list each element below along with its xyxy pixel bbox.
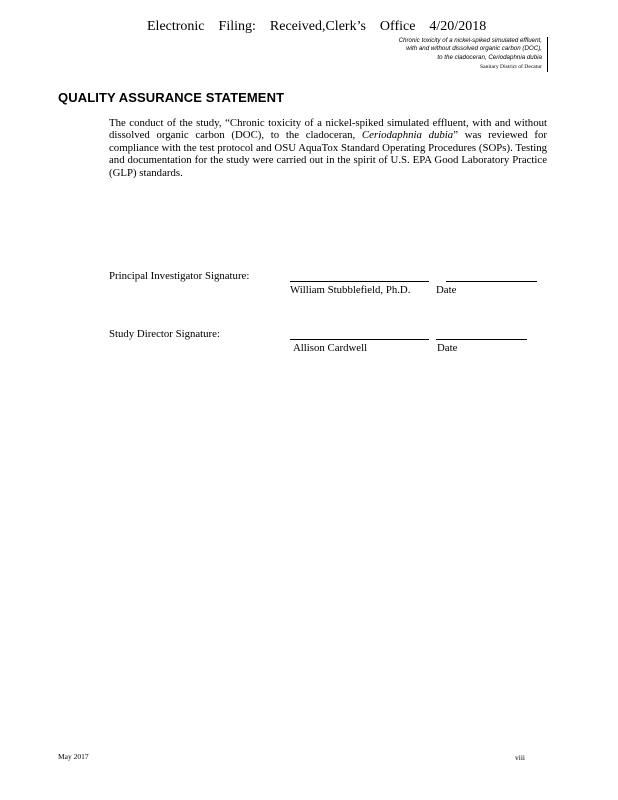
date-line-director — [436, 339, 527, 340]
qa-paragraph — [109, 117, 547, 179]
signature-date-label-director: Date — [437, 342, 458, 354]
stamp-date: 4/20/2018 — [429, 19, 487, 34]
header-line-4: Sanitary District of Decatur — [480, 64, 542, 71]
signature-line-director — [290, 339, 429, 340]
stamp-filing: Filing: — [218, 19, 256, 34]
header-line-1: Chronic toxicity of a nickel-spiked simulated effluent, — [398, 37, 542, 44]
signature-label-investigator: Principal Investigator Signature: — [109, 270, 250, 282]
stamp-electronic: Electronic — [147, 19, 205, 34]
page-title: QUALITY ASSURANCE STATEMENT — [58, 90, 285, 105]
stamp-received: Received,Clerk’s — [269, 19, 366, 34]
paragraph-text-1: The conduct of the study, “Chronic toxicity of a nickel-spiked simulated effluent, with and without dissolved organic carbon (DOC), to the cladoceran, — [109, 117, 547, 142]
running-header — [342, 37, 548, 72]
footer-date: May 2017 — [58, 752, 89, 761]
header-line-3: to the cladoceran, Ceriodaphnia dubia — [437, 53, 542, 61]
signature-date-label-investigator: Date — [436, 284, 457, 296]
signature-line-investigator — [290, 281, 429, 282]
paragraph-species: Ceriodaphnia dubia — [361, 129, 454, 142]
filing-stamp — [147, 19, 486, 35]
paragraph-text-2: ” was reviewed for compliance with the test protocol and OSU AquaTox Standard Operating Procedures (SOPs). Testing and documentation for the study were carried out in the spirit of U.S. EPA Good Laboratory Practice (GLP) standards. — [109, 129, 547, 179]
signature-label-director: Study Director Signature: — [109, 328, 220, 340]
signature-name-director: Allison Cardwell — [293, 342, 368, 354]
date-line-investigator — [446, 281, 537, 282]
page-number: viii — [515, 753, 526, 762]
stamp-office: Office — [379, 19, 416, 34]
signature-name-investigator: William Stubblefield, Ph.D. — [290, 284, 411, 296]
header-line-2: with and without dissolved organic carbon (DOC), — [406, 45, 542, 53]
